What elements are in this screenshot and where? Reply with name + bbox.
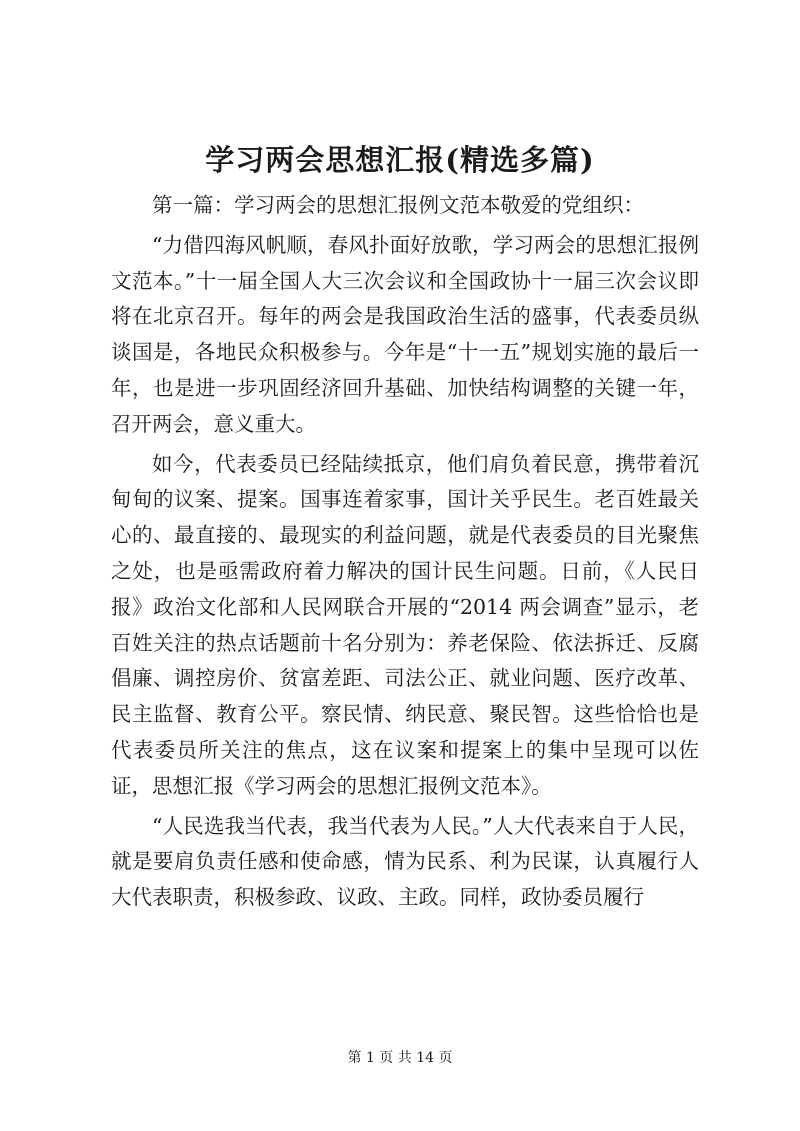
paragraph: 第一篇：学习两会的思想汇报例文范本敬爱的党组织： [152,193,644,217]
paragraph: “人民选我当代表，我当代表为人民。”人大代表来自于人民，就是要肩负责任感和使命感，情为民系、利为民谋，认真履行人大代表职责，积极参政、议政、主政。同样，政协委员履行 [111,813,699,910]
paragraph: 如今，代表委员已经陆续抵京，他们肩负着民意，携带着沉甸甸的议案、提案。国事连着家事，国计关乎民生。老百姓最关心的、最直接的、最现实的利益问题，就是代表委员的目光聚焦之处，也是亟需政府着力解决的国计民生问题。日前，《人民日报》政治文化部和人民网联合开展的“2014 两会调查”显示，老百姓关注的热点话题前十名分别为：养老保险、依法拆迁、反腐倡廉、调控房价、贫富差距、司法公正、就业问题、医疗改革、民主监督、教育公平。察民情、纳民意、聚民智。这些恰恰也是代表委员所关注的焦点，这在议案和提案上的集中呈现可以佐证，思想汇报《学习两会的思想汇报例文范本》。 [111,451,699,798]
document-title: 学习两会思想汇报(精选多篇) [205,143,595,177]
paragraph: “力借四海风帆顺，春风扑面好放歌，学习两会的思想汇报例文范本。”十一届全国人大三次会议和全国政协十一届三次会议即将在北京召开。每年的两会是我国政治生活的盛事，代表委员纵谈国是，各地民众积极参与。今年是“十一五”规划实施的最后一年，也是进一步巩固经济回升基础、加快结构调整的关键一年，召开两会，意义重大。 [111,232,699,436]
page-indicator: 第 1 页 共 14 页 [347,1050,453,1066]
document-body [111,188,699,920]
